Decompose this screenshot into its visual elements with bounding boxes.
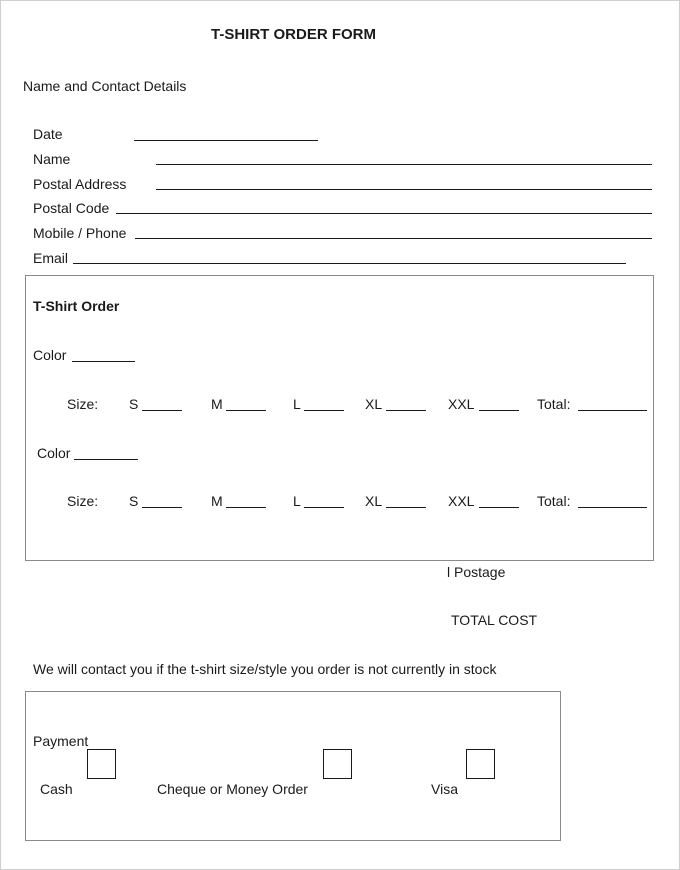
size-m-label-2: M — [211, 493, 223, 509]
postal-code-label: Postal Code — [33, 200, 110, 216]
size-l-label-2: L — [293, 493, 301, 509]
cheque-checkbox[interactable] — [323, 749, 352, 779]
size-xl-field-2[interactable] — [386, 507, 426, 508]
cash-label: Cash — [40, 781, 73, 797]
postal-code-field[interactable] — [116, 213, 652, 214]
size-m-field-1[interactable] — [226, 410, 266, 411]
size-xl-label-1: XL — [365, 396, 383, 412]
size-s-label-1: S — [129, 396, 139, 412]
tshirt-order-box — [25, 275, 654, 561]
cheque-label: Cheque or Money Order — [157, 781, 308, 797]
size-l-field-2[interactable] — [304, 507, 344, 508]
form-title: T-SHIRT ORDER FORM — [211, 26, 376, 43]
date-label: Date — [33, 126, 63, 142]
date-field[interactable] — [134, 140, 318, 141]
color-label-2: Color — [37, 445, 71, 461]
contact-section-heading: Name and Contact Details — [23, 78, 187, 94]
visa-label: Visa — [431, 781, 458, 797]
size-l-label-1: L — [293, 396, 301, 412]
tshirt-order-heading: T-Shirt Order — [33, 298, 120, 314]
size-xl-field-1[interactable] — [386, 410, 426, 411]
size-xxl-label-2: XXL — [448, 493, 475, 509]
stock-notice: We will contact you if the t-shirt size/style you order is not currently in stock — [33, 661, 497, 677]
mobile-phone-label: Mobile / Phone — [33, 225, 127, 241]
size-l-field-1[interactable] — [304, 410, 344, 411]
size-xxl-label-1: XXL — [448, 396, 475, 412]
postage-label: l Postage — [447, 564, 506, 580]
color-field-1[interactable] — [72, 361, 135, 362]
email-label: Email — [33, 250, 69, 266]
total-field-1[interactable] — [578, 410, 647, 411]
size-xxl-field-2[interactable] — [479, 507, 519, 508]
size-m-field-2[interactable] — [226, 507, 266, 508]
postal-address-field[interactable] — [156, 189, 652, 190]
email-field[interactable] — [73, 263, 626, 264]
postal-address-label: Postal Address — [33, 176, 127, 192]
size-label-1: Size: — [67, 396, 99, 412]
total-label-2: Total: — [537, 493, 571, 509]
mobile-phone-field[interactable] — [135, 238, 652, 239]
size-s-label-2: S — [129, 493, 139, 509]
cash-checkbox[interactable] — [87, 749, 116, 779]
name-field[interactable] — [156, 164, 652, 165]
size-label-2: Size: — [67, 493, 99, 509]
total-field-2[interactable] — [578, 507, 647, 508]
size-xxl-field-1[interactable] — [479, 410, 519, 411]
size-xl-label-2: XL — [365, 493, 383, 509]
name-label: Name — [33, 151, 71, 167]
visa-checkbox[interactable] — [466, 749, 495, 779]
total-label-1: Total: — [537, 396, 571, 412]
size-m-label-1: M — [211, 396, 223, 412]
size-s-field-1[interactable] — [142, 410, 182, 411]
color-field-2[interactable] — [74, 459, 138, 460]
color-label-1: Color — [33, 347, 67, 363]
size-s-field-2[interactable] — [142, 507, 182, 508]
payment-heading: Payment — [33, 733, 89, 749]
total-cost-label: TOTAL COST — [451, 612, 538, 628]
